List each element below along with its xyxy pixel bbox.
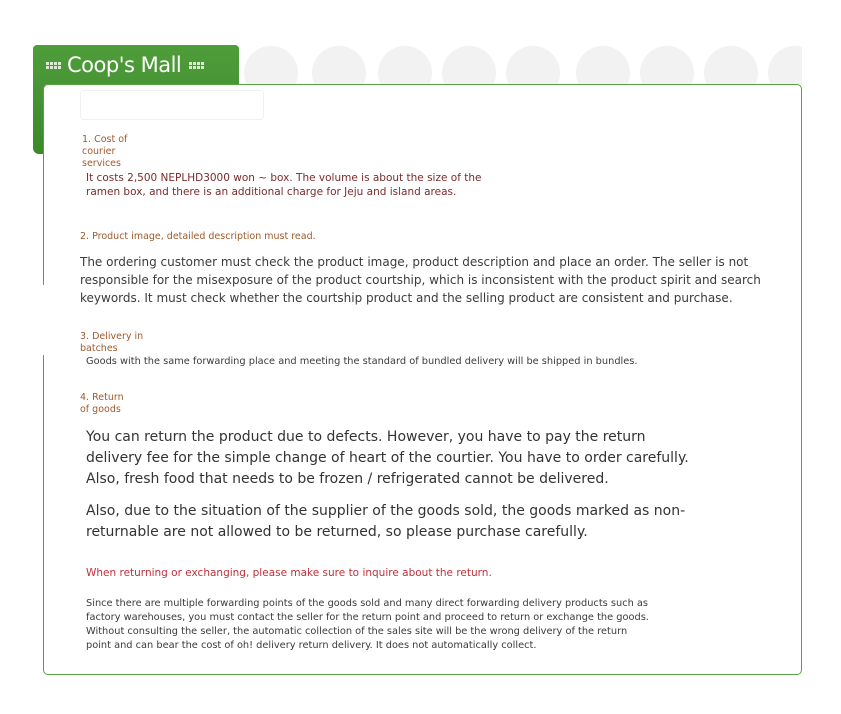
return-heading: 4. Return of goods xyxy=(80,392,124,415)
faint-box xyxy=(80,90,264,120)
return-paragraph-2: Also, due to the situation of the supplier of the goods sold, the goods marked as non- returnable are not allowed to be returned, so please purchase carefully. xyxy=(86,503,686,540)
brand-title: Coop's Mall xyxy=(67,53,182,77)
return-paragraph-1: You can return the product due to defects. However, you have to pay the return delivery fee for the simple change of heart of the courtier. You have to order carefully. Also, fresh food that needs to be frozen / refrigerated cannot be delivered. xyxy=(86,429,689,487)
decorative-circles xyxy=(240,46,802,86)
batch-delivery-heading: 3. Delivery in batches xyxy=(80,331,144,354)
dots-icon xyxy=(46,62,61,69)
batch-delivery-text: Goods with the same forwarding place and meeting the standard of bundled delivery will be shipped in bundles. xyxy=(86,356,638,367)
courier-cost-text: It costs 2,500 NEPLHD3000 won ~ box. The volume is about the size of the ramen box, and there is an additional charge for Jeju and island areas. xyxy=(86,172,482,198)
return-paragraph-3: Since there are multiple forwarding points of the goods sold and many direct forwarding delivery products such as factory warehouses, you must contact the seller for the return point and proceed to return or exchange the goods. Without consulting the seller, the automatic collection of the sales site will be the wrong delivery of the return point and can bear the cost of oh! delivery return delivery. It does not automatically collect. xyxy=(86,598,649,651)
product-image-heading: 2. Product image, detailed description must read. xyxy=(80,231,316,242)
courier-cost-heading: 1. Cost of courier services xyxy=(82,134,128,169)
product-image-text: The ordering customer must check the product image, product description and place an order. The seller is not responsible for the misexposure of the product courtship, which is inconsistent with the product spirit and search keywords. It must check whether the courtship product and the selling product are consistent and purchase. xyxy=(80,255,761,305)
dots-icon xyxy=(189,62,204,69)
return-notice: When returning or exchanging, please make sure to inquire about the return. xyxy=(86,567,492,579)
